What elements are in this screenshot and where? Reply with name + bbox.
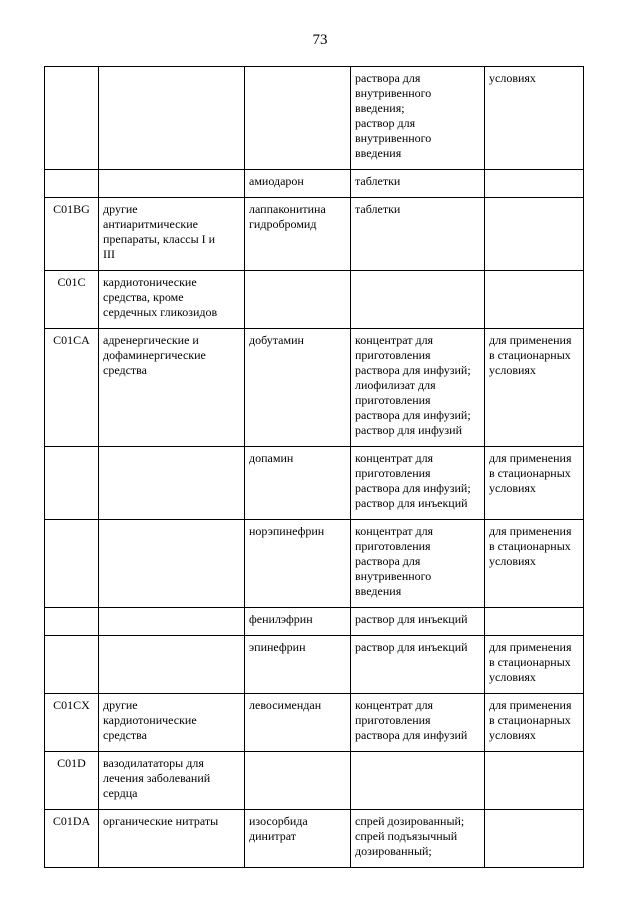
note-line: для применения xyxy=(489,524,572,538)
drug-name-cell xyxy=(245,810,351,868)
note-line: в стационарных xyxy=(489,466,571,480)
pharm-group-line: кардиотонические xyxy=(103,713,197,727)
drug-name-line: фенилэфрин xyxy=(249,612,313,626)
dosage-form-line: концентрат для xyxy=(355,333,434,347)
drug-name-line: допамин xyxy=(249,451,294,465)
atc-code-cell xyxy=(45,447,99,520)
drug-name-cell xyxy=(245,271,351,329)
table-body xyxy=(45,67,584,868)
drug-name-cell xyxy=(245,636,351,694)
table-row xyxy=(45,520,584,608)
pharm-group-cell xyxy=(99,67,245,170)
pharm-group-line: органические нитраты xyxy=(103,814,219,828)
note-line: для применения xyxy=(489,451,572,465)
atc-code-cell: C01DA xyxy=(45,810,99,868)
pharm-group-line: сердечных гликозидов xyxy=(103,305,218,319)
table-row xyxy=(45,608,584,636)
note-cell xyxy=(485,170,584,198)
note-line: в стационарных xyxy=(489,655,571,669)
pharm-group-line: вазодилататоры для xyxy=(103,756,204,770)
drug-name-cell xyxy=(245,520,351,608)
atc-code-cell: C01D xyxy=(45,752,99,810)
dosage-form-line: введения; xyxy=(355,101,405,115)
note-cell xyxy=(485,198,584,271)
dosage-form-cell xyxy=(351,810,485,868)
atc-code-cell xyxy=(45,67,99,170)
table-row xyxy=(45,752,584,810)
note-line: условиях xyxy=(489,363,536,377)
dosage-form-cell xyxy=(351,694,485,752)
pharm-group-cell xyxy=(99,810,245,868)
note-line: в стационарных xyxy=(489,539,571,553)
drug-name-cell xyxy=(245,608,351,636)
drug-name-cell xyxy=(245,198,351,271)
note-cell xyxy=(485,608,584,636)
dosage-form-cell xyxy=(351,447,485,520)
dosage-form-line: таблетки xyxy=(355,202,401,216)
dosage-form-line: концентрат для xyxy=(355,524,434,538)
atc-code-cell: C01CA xyxy=(45,329,99,447)
dosage-form-line: раствор для инъекций xyxy=(355,496,468,510)
atc-code-cell xyxy=(45,636,99,694)
note-cell xyxy=(485,67,584,170)
dosage-form-line: таблетки xyxy=(355,174,401,188)
atc-code-cell: C01BG xyxy=(45,198,99,271)
dosage-form-line: концентрат для xyxy=(355,698,434,712)
dosage-form-cell xyxy=(351,198,485,271)
drug-name-line: гидробромид xyxy=(249,217,317,231)
pharm-group-cell xyxy=(99,520,245,608)
table-row xyxy=(45,694,584,752)
atc-code-cell xyxy=(45,170,99,198)
note-line: для применения xyxy=(489,698,572,712)
dosage-form-line: спрей дозированный; xyxy=(355,814,465,828)
pharm-group-cell xyxy=(99,198,245,271)
drug-name-line: норэпинефрин xyxy=(249,524,325,538)
note-cell xyxy=(485,636,584,694)
drug-name-line: добутамин xyxy=(249,333,304,347)
drug-name-cell xyxy=(245,170,351,198)
drug-name-line: лаппаконитина xyxy=(249,202,326,216)
dosage-form-line: введения xyxy=(355,146,402,160)
pharm-group-cell xyxy=(99,752,245,810)
table-row xyxy=(45,198,584,271)
pharm-group-cell xyxy=(99,447,245,520)
dosage-form-line: раствор для инъекций xyxy=(355,640,468,654)
drug-name-cell xyxy=(245,752,351,810)
dosage-form-line: раствора для инфузий; xyxy=(355,363,471,377)
table-row xyxy=(45,447,584,520)
dosage-form-cell xyxy=(351,520,485,608)
note-cell xyxy=(485,810,584,868)
dosage-form-line: введения xyxy=(355,584,402,598)
dosage-form-line: приготовления xyxy=(355,393,431,407)
dosage-form-line: раствора для xyxy=(355,71,421,85)
atc-code-cell xyxy=(45,520,99,608)
dosage-form-line: приготовления xyxy=(355,348,431,362)
pharm-group-cell xyxy=(99,271,245,329)
dosage-form-line: концентрат для xyxy=(355,451,434,465)
dosage-form-line: внутривенного xyxy=(355,569,432,583)
pharm-group-line: лечения заболеваний xyxy=(103,771,211,785)
note-line: условиях xyxy=(489,728,536,742)
dosage-form-line: внутривенного xyxy=(355,131,432,145)
note-line: в стационарных xyxy=(489,348,571,362)
drug-name-line: изосорбида xyxy=(249,814,308,828)
dosage-form-line: раствора для инфузий xyxy=(355,728,468,742)
dosage-form-cell xyxy=(351,329,485,447)
dosage-form-line: дозированный; xyxy=(355,844,432,858)
dosage-form-line: раствора для инфузий; xyxy=(355,408,471,422)
note-cell xyxy=(485,694,584,752)
atc-code-cell: C01C xyxy=(45,271,99,329)
dosage-form-line: раствор для инъекций xyxy=(355,612,468,626)
pharm-group-line: другие xyxy=(103,698,138,712)
drug-name-line: амиодарон xyxy=(249,174,304,188)
pharm-group-cell xyxy=(99,694,245,752)
table-row xyxy=(45,170,584,198)
note-cell xyxy=(485,520,584,608)
table-row xyxy=(45,67,584,170)
atc-code-cell: C01CX xyxy=(45,694,99,752)
dosage-form-line: приготовления xyxy=(355,713,431,727)
dosage-form-line: лиофилизат для xyxy=(355,378,436,392)
note-line: для применения xyxy=(489,333,572,347)
note-cell xyxy=(485,752,584,810)
dosage-form-line: внутривенного xyxy=(355,86,432,100)
dosage-form-line: приготовления xyxy=(355,539,431,553)
page-number: 73 xyxy=(312,32,328,48)
dosage-form-line: приготовления xyxy=(355,466,431,480)
table-row xyxy=(45,636,584,694)
drug-name-cell xyxy=(245,67,351,170)
pharm-group-cell xyxy=(99,170,245,198)
drug-name-line: динитрат xyxy=(249,829,297,843)
pharm-group-line: антиаритмические xyxy=(103,217,198,231)
note-cell xyxy=(485,447,584,520)
dosage-form-cell xyxy=(351,608,485,636)
pharm-group-line: адренергические и xyxy=(103,333,199,347)
note-line: условиях xyxy=(489,554,536,568)
pharm-group-line: средства, кроме xyxy=(103,290,184,304)
dosage-form-line: раствор для инфузий xyxy=(355,423,462,437)
drug-name-line: эпинефрин xyxy=(249,640,306,654)
note-line: для применения xyxy=(489,640,572,654)
dosage-form-cell xyxy=(351,636,485,694)
dosage-form-line: раствора для xyxy=(355,554,421,568)
note-cell xyxy=(485,329,584,447)
pharm-group-line: дофаминергические xyxy=(103,348,206,362)
pharm-group-line: препараты, классы I и xyxy=(103,232,216,246)
note-cell xyxy=(485,271,584,329)
dosage-form-cell xyxy=(351,67,485,170)
drug-name-cell xyxy=(245,447,351,520)
note-line: в стационарных xyxy=(489,713,571,727)
dosage-form-line: спрей подъязычный xyxy=(355,829,458,843)
note-line: условиях xyxy=(489,481,536,495)
medication-table xyxy=(44,66,584,868)
pharm-group-line: другие xyxy=(103,202,138,216)
pharm-group-line: средства xyxy=(103,728,148,742)
dosage-form-line: раствора для инфузий; xyxy=(355,481,471,495)
pharm-group-line: средства xyxy=(103,363,148,377)
table-row xyxy=(45,810,584,868)
note-line: условиях xyxy=(489,71,536,85)
pharm-group-cell xyxy=(99,329,245,447)
pharm-group-cell xyxy=(99,636,245,694)
dosage-form-cell xyxy=(351,271,485,329)
atc-code-cell xyxy=(45,608,99,636)
dosage-form-cell xyxy=(351,752,485,810)
pharm-group-line: III xyxy=(103,247,115,261)
table-row xyxy=(45,271,584,329)
drug-name-line: левосимендан xyxy=(249,698,322,712)
note-line: условиях xyxy=(489,670,536,684)
pharm-group-line: кардиотонические xyxy=(103,275,197,289)
pharm-group-line: сердца xyxy=(103,786,138,800)
table-row xyxy=(45,329,584,447)
drug-name-cell xyxy=(245,694,351,752)
drug-name-cell xyxy=(245,329,351,447)
pharm-group-cell xyxy=(99,608,245,636)
dosage-form-cell xyxy=(351,170,485,198)
dosage-form-line: раствор для xyxy=(355,116,416,130)
